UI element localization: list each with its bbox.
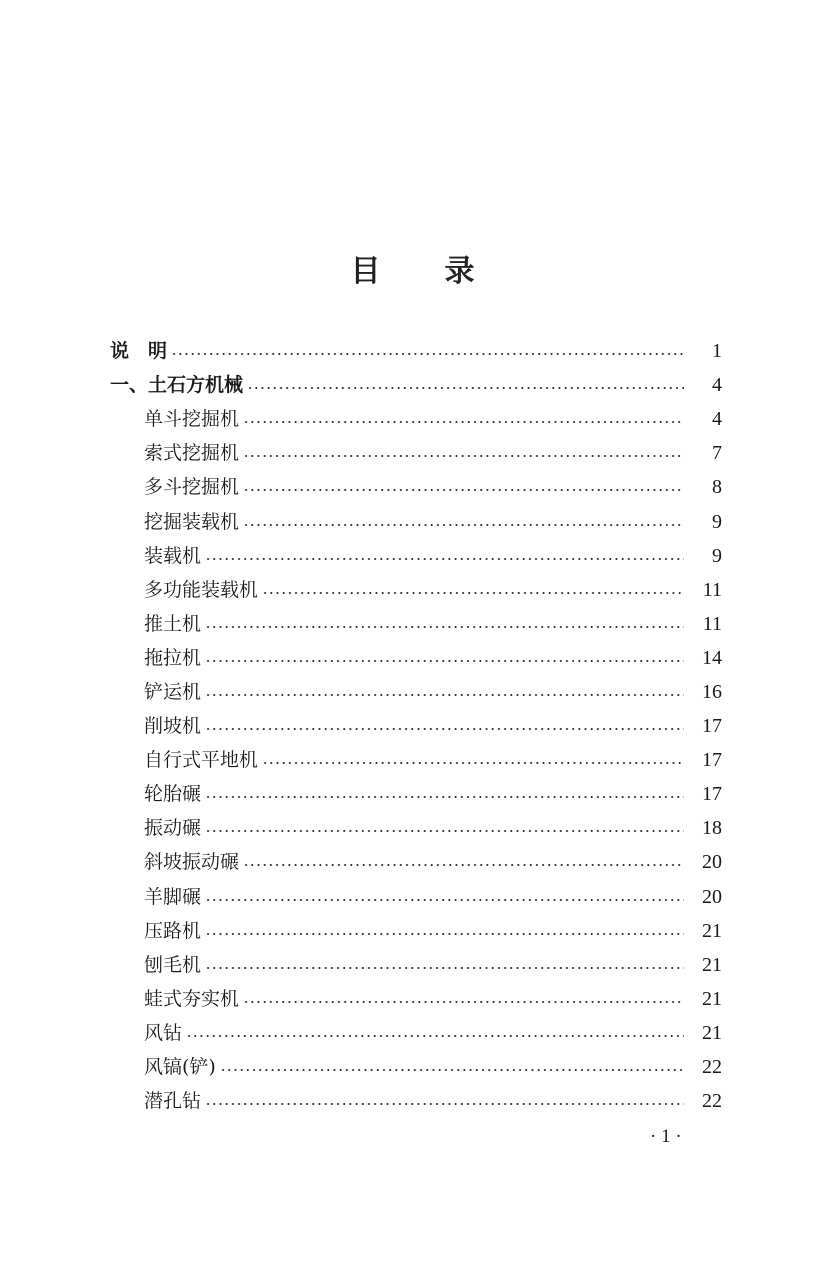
toc-entry-page: 7 xyxy=(712,442,722,465)
dot-leader xyxy=(262,592,684,594)
toc-entry-page: 17 xyxy=(702,715,722,738)
dot-leader xyxy=(220,1069,684,1071)
title-char-2: 录 xyxy=(444,254,475,289)
dot-leader xyxy=(243,455,684,457)
toc-entry[interactable] xyxy=(110,948,722,982)
toc-entry-page: 17 xyxy=(702,749,722,772)
dot-leader xyxy=(205,626,684,628)
toc-entry[interactable] xyxy=(110,607,722,641)
toc-entry[interactable] xyxy=(110,777,722,811)
table-of-contents xyxy=(110,334,722,1118)
toc-entry-page: 22 xyxy=(702,1090,722,1113)
toc-entry[interactable] xyxy=(110,811,722,845)
toc-entry-page: 9 xyxy=(712,544,722,567)
toc-entry-page: 11 xyxy=(702,578,722,601)
dot-leader xyxy=(186,1035,684,1037)
toc-entry[interactable] xyxy=(110,504,722,538)
toc-entry-label: 轮胎碾 xyxy=(144,783,202,806)
toc-entry-page: 4 xyxy=(712,374,722,397)
dot-leader xyxy=(247,387,684,389)
toc-entry-label: 削坡机 xyxy=(144,715,202,738)
dot-leader xyxy=(243,421,684,423)
toc-entry-page: 11 xyxy=(702,612,722,635)
toc-entry-label: 压路机 xyxy=(144,919,202,942)
toc-entry[interactable] xyxy=(110,573,722,607)
toc-entry-label: 蛙式夯实机 xyxy=(144,987,240,1010)
toc-entry[interactable] xyxy=(110,368,722,402)
dot-leader xyxy=(243,489,684,491)
toc-entry-label: 多功能装载机 xyxy=(144,578,259,601)
dot-leader xyxy=(205,933,684,935)
toc-entry-page: 21 xyxy=(702,1021,722,1044)
toc-entry[interactable] xyxy=(110,1016,722,1050)
toc-entry-label: 潜孔钻 xyxy=(144,1090,202,1113)
toc-entry-label: 单斗挖掘机 xyxy=(144,408,240,431)
toc-entry[interactable] xyxy=(110,1084,722,1118)
toc-entry-label: 装载机 xyxy=(144,544,202,567)
toc-entry-label: 多斗挖掘机 xyxy=(144,476,240,499)
toc-entry-label: 索式挖掘机 xyxy=(144,442,240,465)
toc-entry-page: 1 xyxy=(712,340,722,363)
toc-entry-label: 铲运机 xyxy=(144,680,202,703)
toc-entry[interactable] xyxy=(110,334,722,368)
toc-entry-page: 14 xyxy=(702,646,722,669)
toc-entry[interactable] xyxy=(110,539,722,573)
toc-entry-page: 20 xyxy=(702,851,722,874)
toc-entry-label: 自行式平地机 xyxy=(144,749,259,772)
dot-leader xyxy=(205,967,684,969)
toc-entry-label: 刨毛机 xyxy=(144,953,202,976)
dot-leader xyxy=(205,830,684,832)
toc-entry[interactable] xyxy=(110,675,722,709)
toc-entry[interactable] xyxy=(110,880,722,914)
toc-entry-page: 21 xyxy=(702,987,722,1010)
toc-entry[interactable] xyxy=(110,470,722,504)
page-number: · 1 · xyxy=(650,1126,682,1147)
toc-entry-label: 风镐(铲) xyxy=(144,1056,216,1079)
page-title xyxy=(0,246,825,290)
toc-entry-label: 拖拉机 xyxy=(144,646,202,669)
dot-leader xyxy=(243,864,684,866)
toc-entry[interactable] xyxy=(110,402,722,436)
toc-entry-label: 风钻 xyxy=(144,1021,183,1044)
toc-entry[interactable] xyxy=(110,914,722,948)
toc-entry[interactable] xyxy=(110,709,722,743)
toc-entry-label: 说 明 xyxy=(110,340,168,363)
dot-leader xyxy=(205,694,684,696)
toc-entry[interactable] xyxy=(110,1050,722,1084)
dot-leader xyxy=(262,762,684,764)
dot-leader xyxy=(205,796,684,798)
toc-entry[interactable] xyxy=(110,743,722,777)
dot-leader xyxy=(243,524,684,526)
toc-entry[interactable] xyxy=(110,641,722,675)
toc-entry-page: 21 xyxy=(702,919,722,942)
toc-entry-label: 振动碾 xyxy=(144,817,202,840)
toc-entry-page: 16 xyxy=(702,680,722,703)
toc-entry-label: 推土机 xyxy=(144,612,202,635)
toc-entry[interactable] xyxy=(110,436,722,470)
toc-entry-label: 一、土石方机械 xyxy=(110,374,244,397)
toc-entry[interactable] xyxy=(110,845,722,879)
toc-entry-page: 9 xyxy=(712,510,722,533)
dot-leader xyxy=(205,728,684,730)
toc-entry-label: 斜坡振动碾 xyxy=(144,851,240,874)
dot-leader xyxy=(243,1001,684,1003)
dot-leader xyxy=(205,1103,684,1105)
toc-entry-page: 21 xyxy=(702,953,722,976)
toc-entry-page: 17 xyxy=(702,783,722,806)
dot-leader xyxy=(171,353,684,355)
toc-entry-page: 18 xyxy=(702,817,722,840)
toc-entry[interactable] xyxy=(110,982,722,1016)
toc-entry-page: 4 xyxy=(712,408,722,431)
toc-entry-page: 20 xyxy=(702,885,722,908)
dot-leader xyxy=(205,558,684,560)
toc-entry-label: 挖掘装载机 xyxy=(144,510,240,533)
toc-entry-page: 8 xyxy=(712,476,722,499)
title-char-1: 目 xyxy=(350,254,381,289)
dot-leader xyxy=(205,899,684,901)
toc-entry-page: 22 xyxy=(702,1056,722,1079)
toc-entry-label: 羊脚碾 xyxy=(144,885,202,908)
dot-leader xyxy=(205,660,684,662)
